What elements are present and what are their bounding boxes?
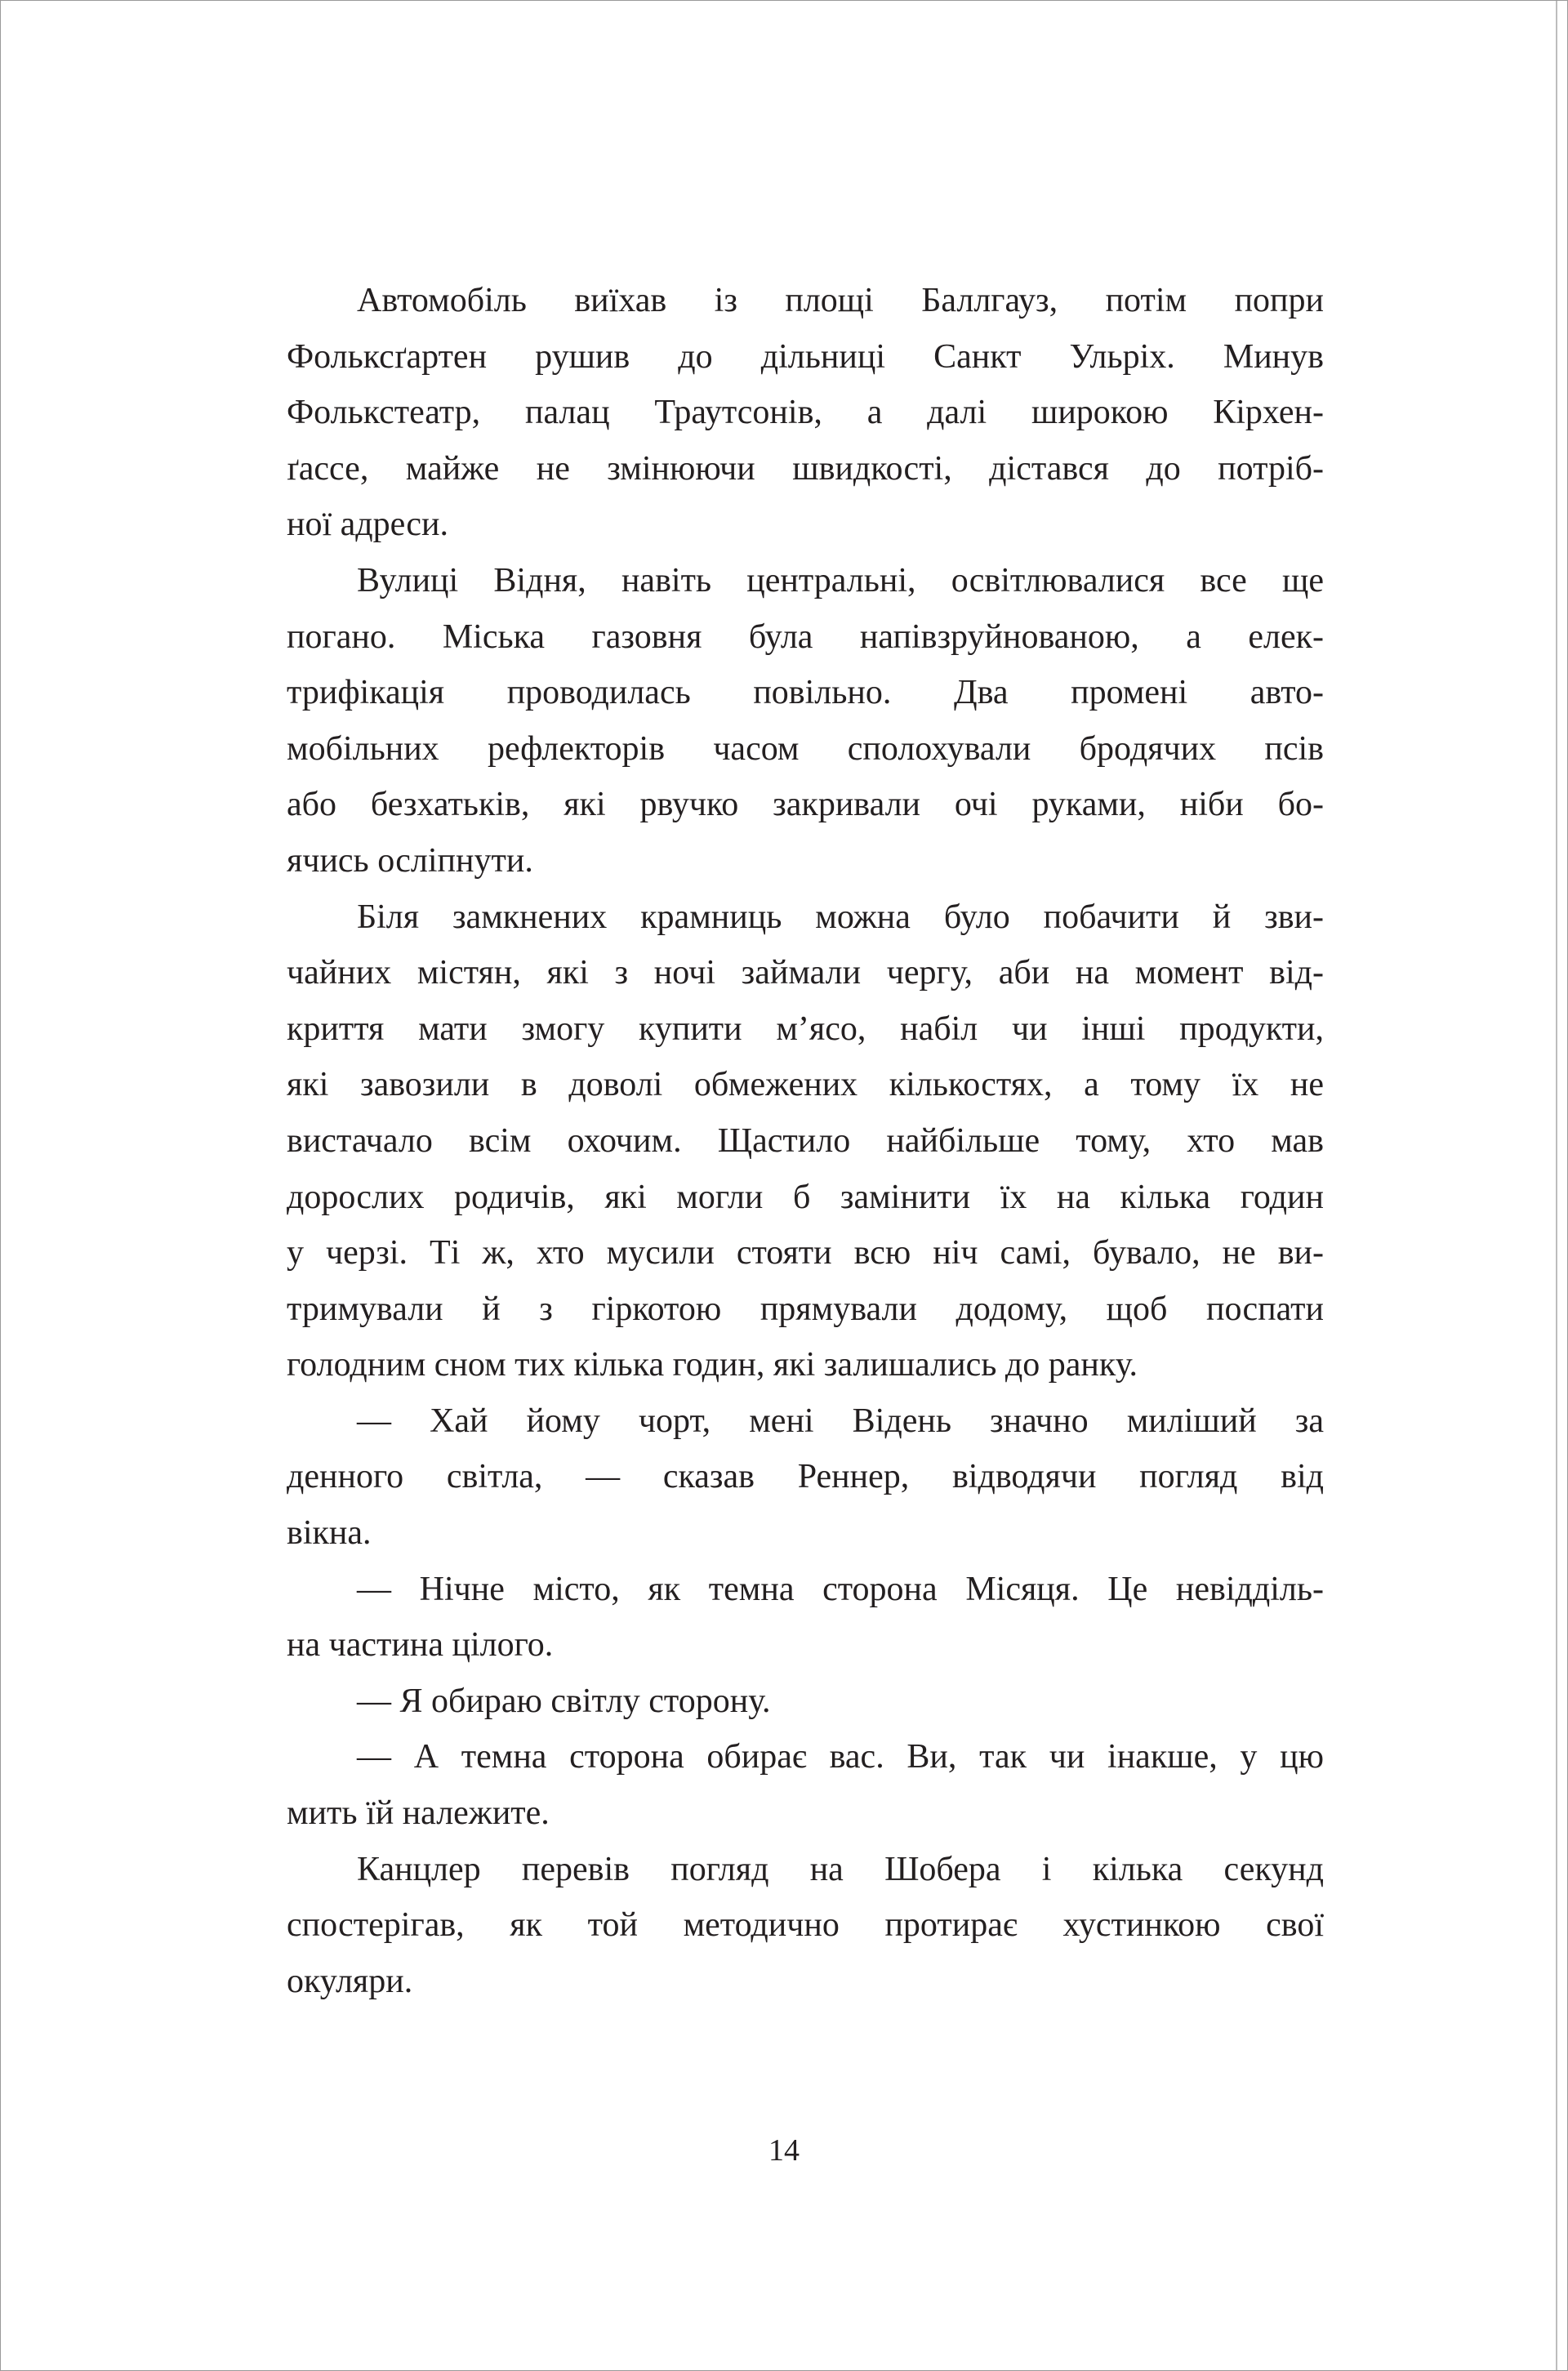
text-line: мить їй належите. [287,1794,550,1833]
text-line: Фолькстеатр, палац Траутсонів, а далі широкою Кірхен- [287,394,1324,432]
dialogue-paragraph [287,1393,1324,1562]
text-line: ної адреси. [287,506,448,544]
text-line: вистачало всім охочим. Щастило найбільше тому, хто мав [287,1121,1324,1160]
text-line: — А темна сторона обирає вас. Ви, так чи інакше, у цю [357,1738,1324,1776]
text-line: Канцлер перевів погляд на Шобера і кілька секунд [357,1850,1324,1888]
paragraph [287,1842,1324,2010]
body-text [287,273,1324,2009]
text-line: — Хай йому чорт, мені Відень значно миліший за [357,1402,1324,1440]
text-line: дорослих родичів, які могли б замінити їх на кілька годин [287,1178,1324,1216]
text-line: — Я обираю світлу сторону. [357,1682,771,1720]
text-line: вікна. [287,1514,372,1553]
text-line: які завозили в доволі обмежених кількостях, а тому їх не [287,1066,1324,1104]
page-edge [1556,1,1557,2370]
text-line: трифікація проводилась повільно. Два промені авто- [287,674,1324,712]
text-line: тримували й з гіркотою прямували додому, щоб поспати [287,1290,1324,1328]
text-line: ячись осліпнути. [287,841,533,880]
text-line: — Нічне місто, як темна сторона Місяця. Це невідділь- [357,1570,1324,1608]
text-line: Фольксґартен рушив до дільниці Санкт Ульріх. Минув [287,337,1324,376]
text-line: або безхатьків, які рвучко закривали очі руками, ніби бо- [287,786,1324,824]
text-line: Автомобіль виїхав із площі Баллгауз, потім попри [357,282,1324,319]
paragraph [287,273,1324,553]
text-line: денного світла, — сказав Реннер, відводячи погляд від [287,1458,1324,1496]
page-number: 14 [768,2133,800,2168]
paragraph [287,889,1324,1393]
paragraph [287,553,1324,889]
text-line: ґассе, майже не змінюючи швидкості, дістався до потріб- [287,449,1324,488]
text-line: Вулиці Відня, навіть центральні, освітлювалися все ще [357,561,1324,599]
dialogue-paragraph [287,1729,1324,1841]
text-line: мобільних рефлекторів часом сполохували бродячих псів [287,729,1324,768]
text-line: криття мати змогу купити м’ясо, набіл чи інші продукти, [287,1009,1324,1048]
text-line: чайних містян, які з ночі займали чергу, аби на момент від- [287,954,1324,992]
text-line: у черзі. Ті ж, хто мусили стояти всю ніч самі, бувало, не ви- [287,1234,1324,1272]
text-line: спостерігав, як той методично протирає хустинкою свої [287,1906,1324,1945]
text-line: Біля замкнених крамниць можна було побачити й зви- [357,898,1324,936]
text-line: на частина цілого. [287,1626,554,1665]
dialogue-paragraph [287,1674,1324,1730]
text-line: погано. Міська газовня була напівзруйнованою, а елек- [287,617,1324,656]
text-line: окуляри. [287,1962,413,2000]
dialogue-paragraph [287,1562,1324,1674]
text-line: голодним сном тих кілька годин, які залишались до ранку. [287,1346,1138,1384]
